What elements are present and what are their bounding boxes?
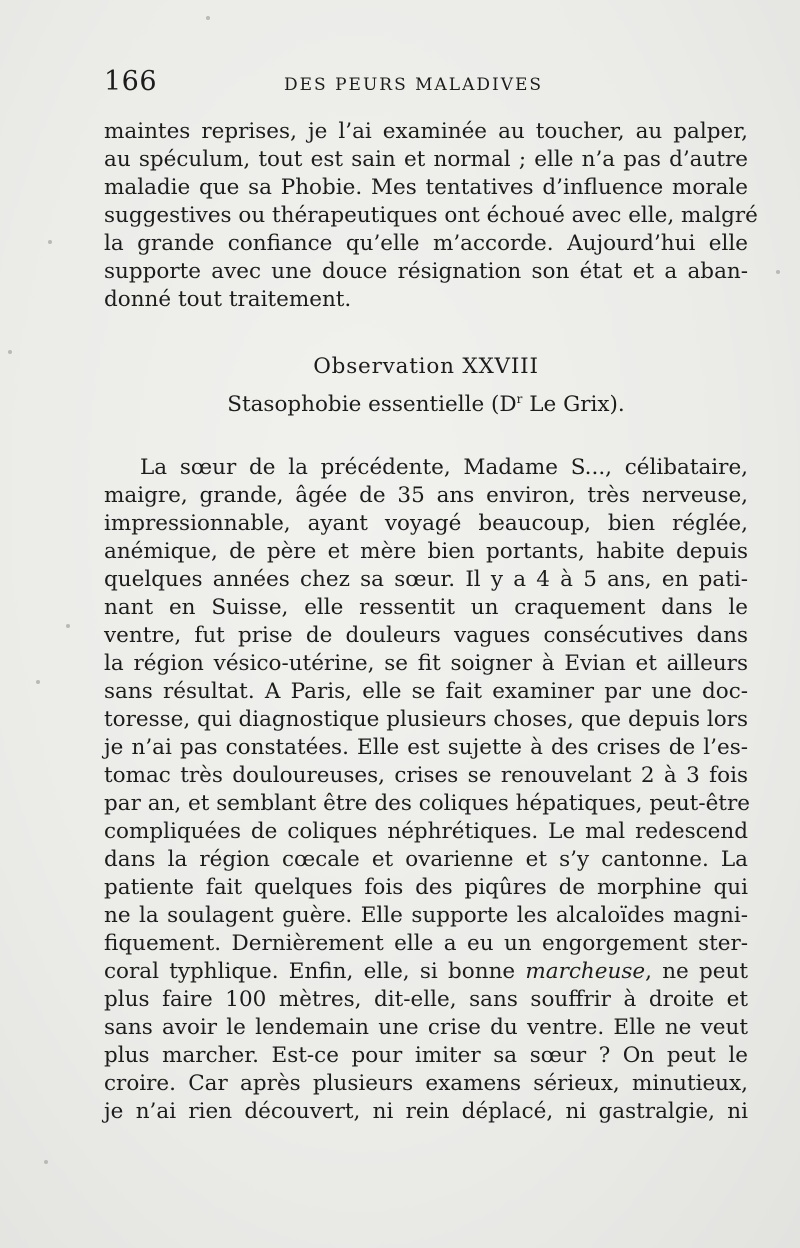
paragraph-2-line: je n’ai rien découvert, ni rein déplacé, ni gastralgie, ni: [104, 1099, 748, 1124]
paragraph-2-line: ventre, fut prise de douleurs vagues consécutives dans: [104, 623, 748, 648]
paragraph-2-line: ne la soulagent guère. Elle supporte les alcaloïdes magni-: [104, 903, 748, 928]
paper-speck: [776, 270, 780, 274]
paragraph-2-line: croire. Car après plusieurs examens sérieux, minutieux,: [104, 1071, 748, 1096]
paragraph-2-line: plus marcher. Est-ce pour imiter sa sœur ? On peut le: [104, 1043, 748, 1068]
paragraph-1-line: supporte avec une douce résignation son état et a aban-: [104, 259, 748, 284]
paragraph-1-line: maladie que sa Phobie. Mes tentatives d’influence morale: [104, 175, 748, 200]
paragraph-2-line-with-italic: [104, 958, 748, 986]
observation-subtitle-sup: r: [516, 392, 523, 406]
running-title: DES PEURS MALADIVES: [284, 75, 544, 95]
paragraph-2-line: sans résultat. A Paris, elle se fait examiner par une doc-: [104, 679, 748, 704]
paragraph-2-line: tomac très douloureuses, crises se renouvelant 2 à 3 fois: [104, 763, 748, 788]
paragraph-2-line: fiquement. Dernièrement elle a eu un engorgement ster-: [104, 931, 748, 956]
paragraph-1-line: donné tout traitement.: [104, 287, 352, 312]
observation-subtitle-start: Stasophobie essentielle (D: [227, 392, 517, 417]
paragraph-2-line: La sœur de la précédente, Madame S..., célibataire,: [140, 455, 748, 480]
paragraph-2-line: plus faire 100 mètres, dit-elle, sans souffrir à droite et: [104, 987, 748, 1012]
paper-speck: [44, 1160, 48, 1164]
line-text-tail: , ne peut: [645, 959, 748, 984]
paragraph-2-line: toresse, qui diagnostique plusieurs choses, que depuis lors: [104, 707, 748, 732]
paragraph-2-line: la région vésico-utérine, se fit soigner à Evian et ailleurs: [104, 651, 748, 676]
observation-title: Observation XXVIII: [313, 354, 539, 379]
paragraph-1-line: maintes reprises, je l’ai examinée au toucher, au palper,: [104, 119, 748, 144]
paper-speck: [66, 624, 70, 628]
line-text: coral typhlique. Enfin, elle, si bonne: [104, 959, 526, 984]
paragraph-2-line: nant en Suisse, elle ressentit un craquement dans le: [104, 595, 748, 620]
paragraph-1-line: suggestives ou thérapeutiques ont échoué avec elle, malgré: [104, 203, 758, 228]
italic-word: marcheuse: [525, 959, 646, 984]
paragraph-2-line: dans la région cœcale et ovarienne et s’y cantonne. La: [104, 847, 748, 872]
paragraph-2-line: sans avoir le lendemain une crise du ventre. Elle ne veut: [104, 1015, 748, 1040]
paragraph-2-line: quelques années chez sa sœur. Il y a 4 à 5 ans, en pati-: [104, 567, 748, 592]
paragraph-2-line: patiente fait quelques fois des piqûres de morphine qui: [104, 875, 748, 900]
paper-speck: [206, 16, 210, 20]
paragraph-2-line: compliquées de coliques néphrétiques. Le mal redescend: [104, 819, 748, 844]
observation-subtitle-end: Le Grix).: [522, 392, 625, 417]
page-number: 166: [104, 66, 158, 97]
observation-subtitle: [104, 391, 748, 419]
paragraph-2-line: maigre, grande, âgée de 35 ans environ, très nerveuse,: [104, 483, 748, 508]
paragraph-2-line: par an, et semblant être des coliques hépatiques, peut-être: [104, 791, 750, 816]
paragraph-1-line: au spéculum, tout est sain et normal ; elle n’a pas d’autre: [104, 147, 748, 172]
paper-speck: [48, 240, 52, 244]
paper-speck: [8, 350, 12, 354]
paragraph-2-line: anémique, de père et mère bien portants, habite depuis: [104, 539, 748, 564]
page-header: [104, 66, 748, 106]
paragraph-2-line: impressionnable, ayant voyagé beaucoup, bien réglée,: [104, 511, 748, 536]
paragraph-1-line: la grande confiance qu’elle m’accorde. Aujourd’hui elle: [104, 231, 748, 256]
paper-speck: [36, 680, 40, 684]
paragraph-2-line: je n’ai pas constatées. Elle est sujette à des crises de l’es-: [104, 735, 748, 760]
